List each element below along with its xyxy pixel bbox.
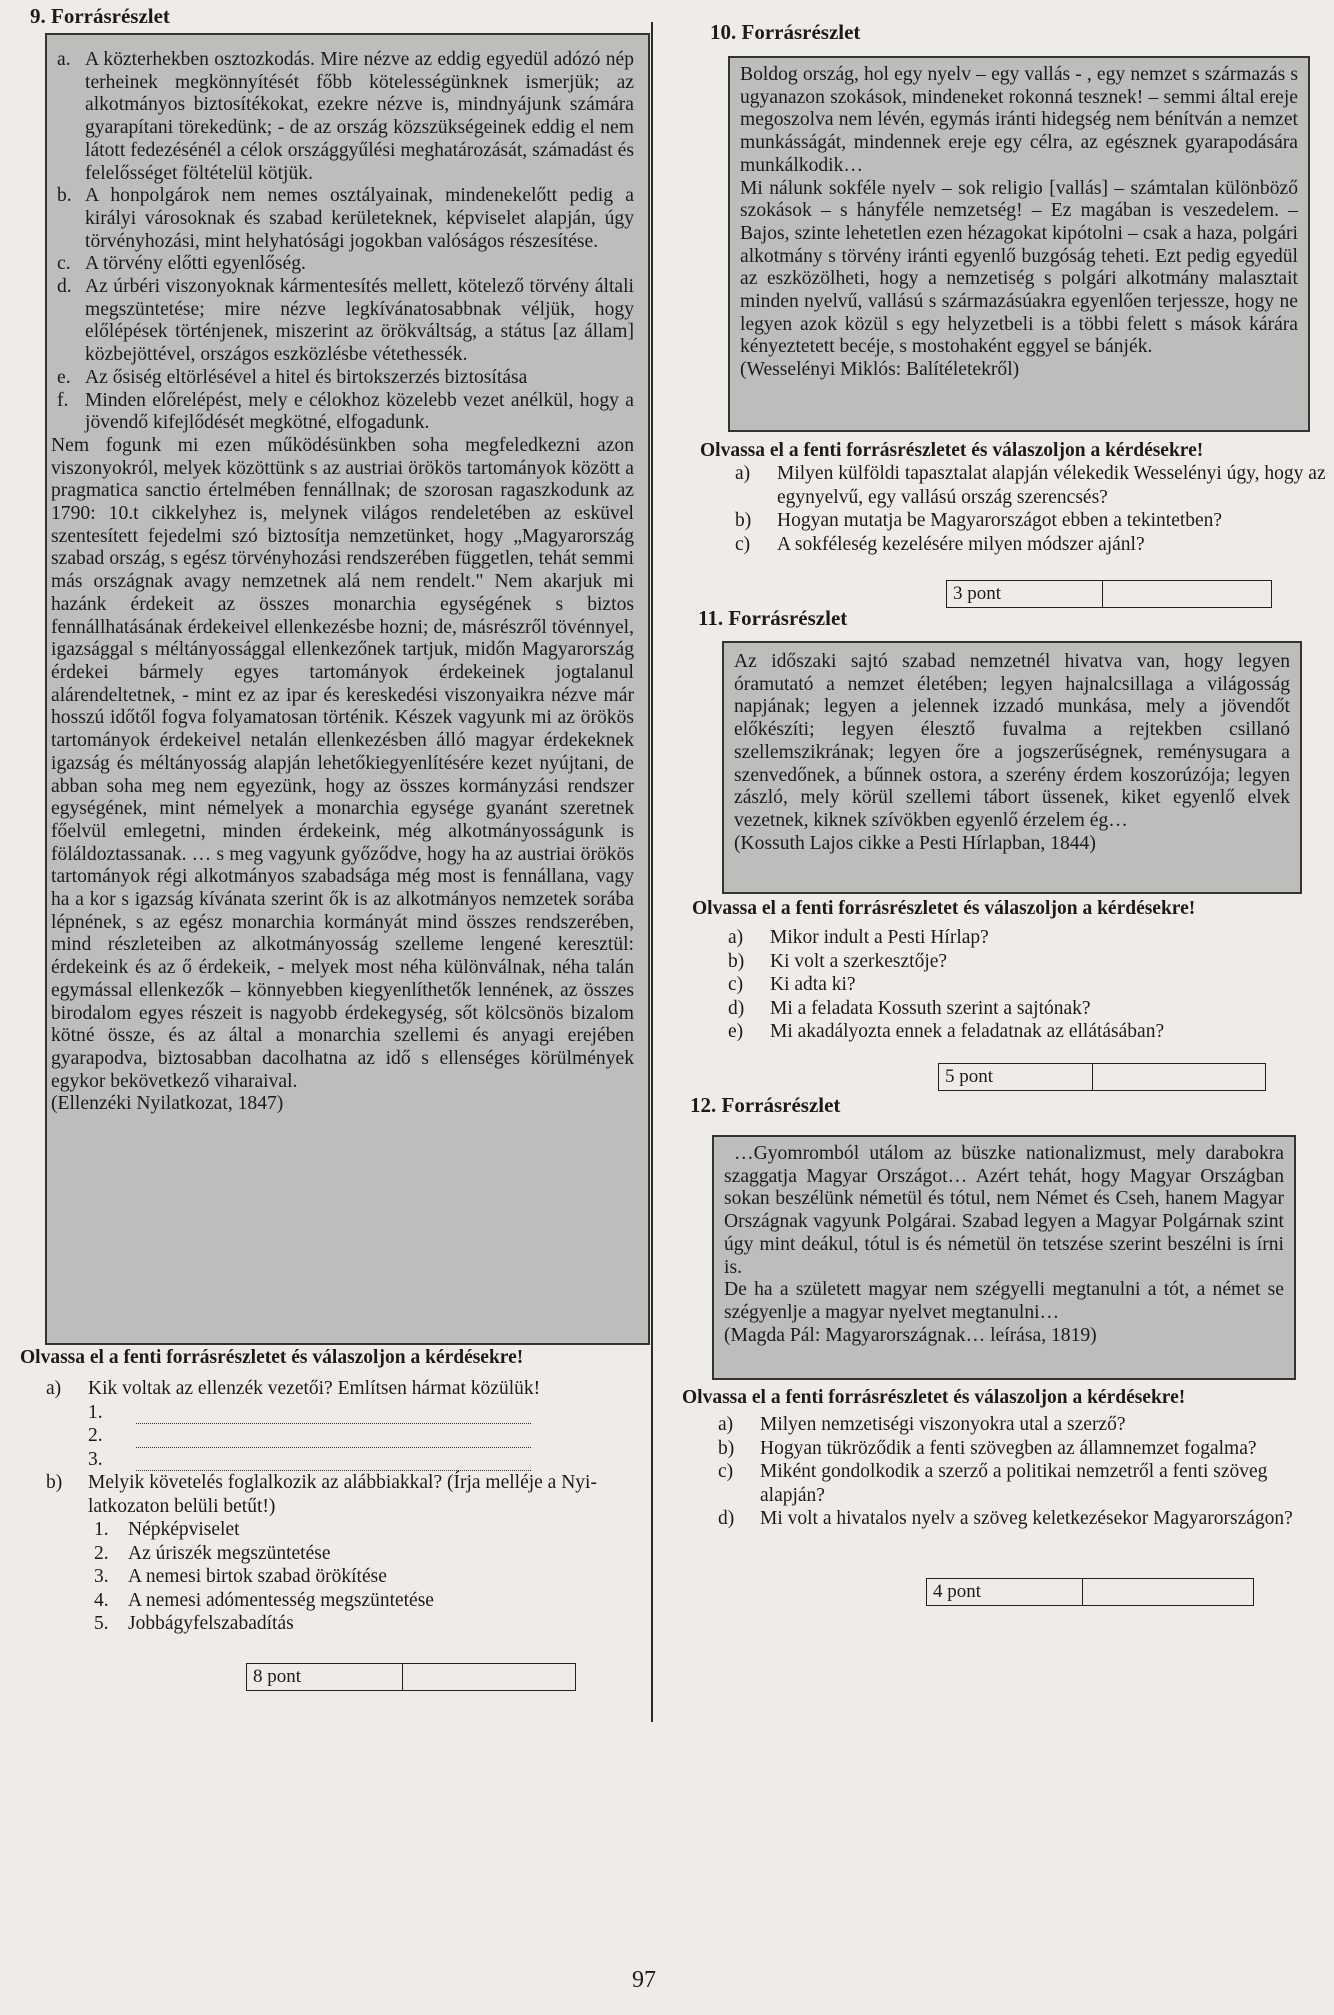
s12-questions [718, 1413, 1298, 1531]
s10-instruction: Olvassa el a fenti forrásrészletet és válaszoljon a kérdésekre! [700, 440, 1204, 461]
s10-source: (Wesselényi Miklós: Balítéletekről) [740, 359, 1020, 381]
section-12-source-box [712, 1135, 1296, 1380]
s10-points-label: 3 pont [947, 581, 1103, 607]
s11-question: e) Mi akadályozta ennek a feladatnak az ellátásában? [728, 1021, 1165, 1042]
s10-text-1: Boldog ország, hol egy nyelv – egy vallás - , egy nemzet s származás s ugyanazon szokások, mindeneket rokonná tesznek! – semmi által ereje megoszolva nem lévén, egymás iránti hidegség nem bénítván a nemzet munkásságát, mindennek ereje egy célra, az egésznek gyarapodására munkálkodik… [740, 64, 1298, 176]
s9-blank-3[interactable]: 3. [46, 1448, 641, 1472]
section-9-source-box [45, 33, 650, 1345]
s9-subitems [46, 1518, 641, 1636]
s11-score-field[interactable] [1093, 1064, 1265, 1090]
s9-source: (Ellenzéki Nyilatkozat, 1847) [51, 1093, 284, 1115]
s12-question: c) Miként gondolkodik a szerző a politikai nemzetről a fenti szöveg alapján? [718, 1461, 1268, 1506]
s9-blank-1[interactable]: 1. [46, 1401, 641, 1425]
s12-text-1: …Gyomromból utálom az büszke nationalizmust, mely darabokra szaggatja Magyar Országot… Azért tehát, hogy Magyar Országban sokan beszélünk németül és tótul, nem Német és Cseh, hanem Magyar Országnak vagyunk Polgárai. Szabad legyen a Magyar Polgárnak szint úgy mint deákul, tótul is és németül ön tetszése szerint beszélni is írni is. [724, 1143, 1284, 1278]
s9-points-box [246, 1663, 576, 1691]
s9-question-b: b) Melyik követelés foglalkozik az alábbiakkal? (Írja melléje a Nyilatkozaton belüli betűt!) [46, 1472, 597, 1517]
s12-question: a) Milyen nemzetiségi viszonyokra utal a szerző? [718, 1414, 1126, 1435]
s11-question: b) Ki volt a szerkesztője? [728, 950, 948, 972]
section-12-title: 12. Forrásrészlet [690, 1093, 841, 1117]
s11-question: a) Mikor indult a Pesti Hírlap? [728, 927, 989, 948]
section-9-title: 9. Forrásrészlet [30, 4, 170, 28]
s11-question: d) Mi a feladata Kossuth szerint a sajtónak? [728, 997, 1091, 1019]
column-divider [651, 22, 653, 1722]
s9-item-f: f. Minden előrelépést, mely e célokhoz közelebb vezet anélkül, hogy a jövendő kifejlődését megkötné, elfogadunk. [57, 389, 634, 434]
s10-score-field[interactable] [1103, 581, 1271, 607]
s10-question: b) Hogyan mutatja be Magyarországot ebben a tekintetben? [735, 510, 1223, 531]
s9-item-d: d. Az úrbéri viszonyoknak kármentesítés mellett, kötelező törvény általi megszüntetése; mire nézve legkívánatosabbnak véljük, hogy előlépések történjenek, miszerint az örökváltság, a státus [az állam] közbejöttével, országos eszközlésbe vétethessék. [57, 276, 634, 366]
s9-subitem: 5. Jobbágyfelszabadítás [94, 1613, 294, 1634]
s9-item-b: b. A honpolgárok nem nemes osztályainak, mindenekelőtt pedig a királyi városoknak és szabad kerületeknek, képviselet alapján, úgy törvényhozási, mint helyhatósági jogokban valóságos részesítése. [57, 185, 634, 252]
s11-question: c) Ki adta ki? [728, 974, 856, 995]
s9-instruction: Olvassa el a fenti forrásrészletet és válaszoljon a kérdésekre! [20, 1347, 524, 1368]
s12-text-2: De ha a született magyar nem szégyelli megtanulni a tót, a német se szégyenlje a magyar nyelvet megtanulni… [724, 1279, 1284, 1323]
s9-item-e: e. Az ősiség eltörlésével a hitel és birtokszerzés biztosítása [57, 366, 528, 388]
section-11-source-box [722, 641, 1302, 894]
s9-subitem: 3. A nemesi birtok szabad örökítése [94, 1566, 387, 1587]
s10-points-box [946, 580, 1272, 608]
s9-item-a: a. A közterhekben osztozkodás. Mire nézve az eddig egyedül adózó nép terheinek megkönnyítését főbb kötelességünknek ismerjük; az alkotmányos biztosítékokat, ezekre nézve is, mindnyájunk számára gyarapítani törekedünk; - de az ország közszükségeinek eddig el nem látott fedezésénél a célok országgyűlési meghatározását, számadást és felelősséget föltételül kötjük. [57, 49, 634, 184]
s9-item-c: c. A törvény előtti egyenlőség. [57, 253, 306, 275]
s12-question: d) Mi volt a hivatalos nyelv a szöveg keletkezésekor Magyarországon? [718, 1508, 1293, 1529]
section-10-title: 10. Forrásrészlet [710, 20, 861, 44]
s12-instruction: Olvassa el a fenti forrásrészletet és válaszoljon a kérdésekre! [682, 1387, 1186, 1408]
section-11-title: 11. Forrásrészlet [698, 606, 848, 630]
s9-questions [46, 1377, 641, 1636]
s12-points-label: 4 pont [927, 1579, 1083, 1605]
s9-blank-2[interactable]: 2. [46, 1424, 641, 1448]
s11-source: (Kossuth Lajos cikke a Pesti Hírlapban, 1844) [734, 832, 1096, 854]
s9-question-a: a) Kik voltak az ellenzék vezetői? Említsen hármat közülük! [46, 1378, 541, 1399]
s10-question: a) Milyen külföldi tapasztalat alapján vélekedik Wesselényi úgy, hogy az egynyelvű, egy vallású ország szerencsés? [735, 463, 1326, 508]
s10-text-2: Mi nálunk sokféle nyelv – sok religio [vallás] – számtalan különböző szokások – s hányféle nemzetség! – Ez magában is veszedelem. – Bajos, szinte lehetetlen ezen hézagokat kipótolni – csak a haza, polgári alkotmány s törvény iránti egyenlő buzgóság teheti. Ezt pedig egyedül az eszközölheti, hogy a nemzetiség s polgári alkotmány malasztait minden nyelvű, vallású s származásúakra egyenlően terjessze, hogy ne legyen azok közül s egy helyzetbeli is a többi felett s mások kárára kényeztetett becéje, s mostohaként eggyel se bánjék. [740, 177, 1298, 358]
s10-questions [735, 462, 1330, 556]
s11-instruction: Olvassa el a fenti forrásrészletet és válaszoljon a kérdésekre! [692, 898, 1196, 919]
s9-score-field[interactable] [403, 1664, 575, 1690]
s9-subitem: 4. A nemesi adómentesség megszüntetése [94, 1589, 434, 1611]
s9-subitem: 2. Az úriszék megszüntetése [94, 1542, 331, 1564]
s12-source: (Magda Pál: Magyarországnak… leírása, 1819) [724, 1324, 1097, 1346]
s12-score-field[interactable] [1083, 1579, 1253, 1605]
s11-text: Az időszaki sajtó szabad nemzetnél hivatva van, hogy legyen óramutató a nemzet életében; legyen hajnalcsillaga a világosság napjának; legyen a jelennek izzadó munkása, mely a jövendőt előkészíti; legyen élesztő fuvalma a rejtekben csillanó szellemszikrának; legyen őre a jogszerűségnek, reménysugara a szenvedőnek, a bűnnek ostora, a szerény érdem koszorúzója; legyen zászló, mely körül szellemi tábort üssenek, kiket egyenlő elvek vezetnek, kiknek szívökben egyenlő érzelem ég… [734, 651, 1290, 831]
s9-points-label: 8 pont [247, 1664, 403, 1690]
s11-points-box [938, 1063, 1266, 1091]
s12-points-box [926, 1578, 1254, 1606]
s11-questions [728, 926, 1323, 1044]
s10-question: c) A sokféleség kezelésére milyen módszer ajánl? [735, 533, 1145, 555]
s12-question: b) Hogyan tükröződik a fenti szövegben az államnemzet fogalma? [718, 1437, 1257, 1459]
s11-points-label: 5 pont [939, 1064, 1093, 1090]
s9-subitem: 1. Népképviselet [94, 1519, 240, 1540]
page-number: 97 [632, 1967, 656, 1993]
s9-paragraph: Nem fogunk mi ezen működésünkben soha megfeledkezni azon viszonyokról, melyek közöttünk s az austriai örökös tartományok között a pragmatica sanctio értelmében fennállnak; de szorosan ragaszkodunk az 1790: 10.t cikkelyhez is, melynek világos rendeletében az esküvel szentesített fejedelmi szó biztosítja nemzetünket, hogy „Magyarország szabad ország, s egész törvényhozási rendszerében független, tehát semmi más országnak avagy nemzetnek alá nem rendelt." Nem akarjuk mi hazánk érdekeit az összes monarchia egységének s biztos fennállhatásának érdekeivel ellenkezésbe hozni; de, másrészről tövénnyel, igazsággal s méltányossággal ellenkezőnek tartjuk, midőn Magyarország érdekei bármely egyes tartományok érdekeinek jogtalanul alárendeltetnek, - mint ez az ipar és kereskedési viszonyaikra nézve már hosszú időtől fogva folyamatosan történik. Készek vagyunk mi az örökös tartományok érdekeivel netalán ellenkezésben álló magyar érdekeknek igazság és méltányosság alapján lehetőkiegyenlítésére kezet nyújtani, de abban soha meg nem egyezünk, hogy az összes kormányzási rendszer egységének, mint némelyek a monarchia egysége gyanánt szeretnek főelvül emlegetni, minden érdekeink, még alkotmányosságunk is föláldoztassanak. … s meg vagyunk győződve, hogy ha az austriai örökös tartományok régi alkotmányos szabadsága még most is fennállana, vagy ha a kor s igazság kívánata szerint ők is az alkotmányos nemzetek sorába lépnének, s az egész monarchia kormányát mind összes rendszerében, mind részleteiben az alkotmányosság szelleme lengené keresztül: érdekeink és az ő érdekeik, - melyek most néha különválnak, néha talán egymással ellenkezők – könnyebben kiegyenlíthetők lennének, az összes birodalom egyes részeit is nagyobb érdekegység, sőt kölcsönös bizalom kötné össze, és az által a monarchia szellemi és anyagi erejében gyarapodva, biztosabban dacolhatna az idő s ellenséges körülmények egykor bekövetkező viharaival. [51, 434, 634, 1092]
section-10-source-box [728, 56, 1310, 432]
